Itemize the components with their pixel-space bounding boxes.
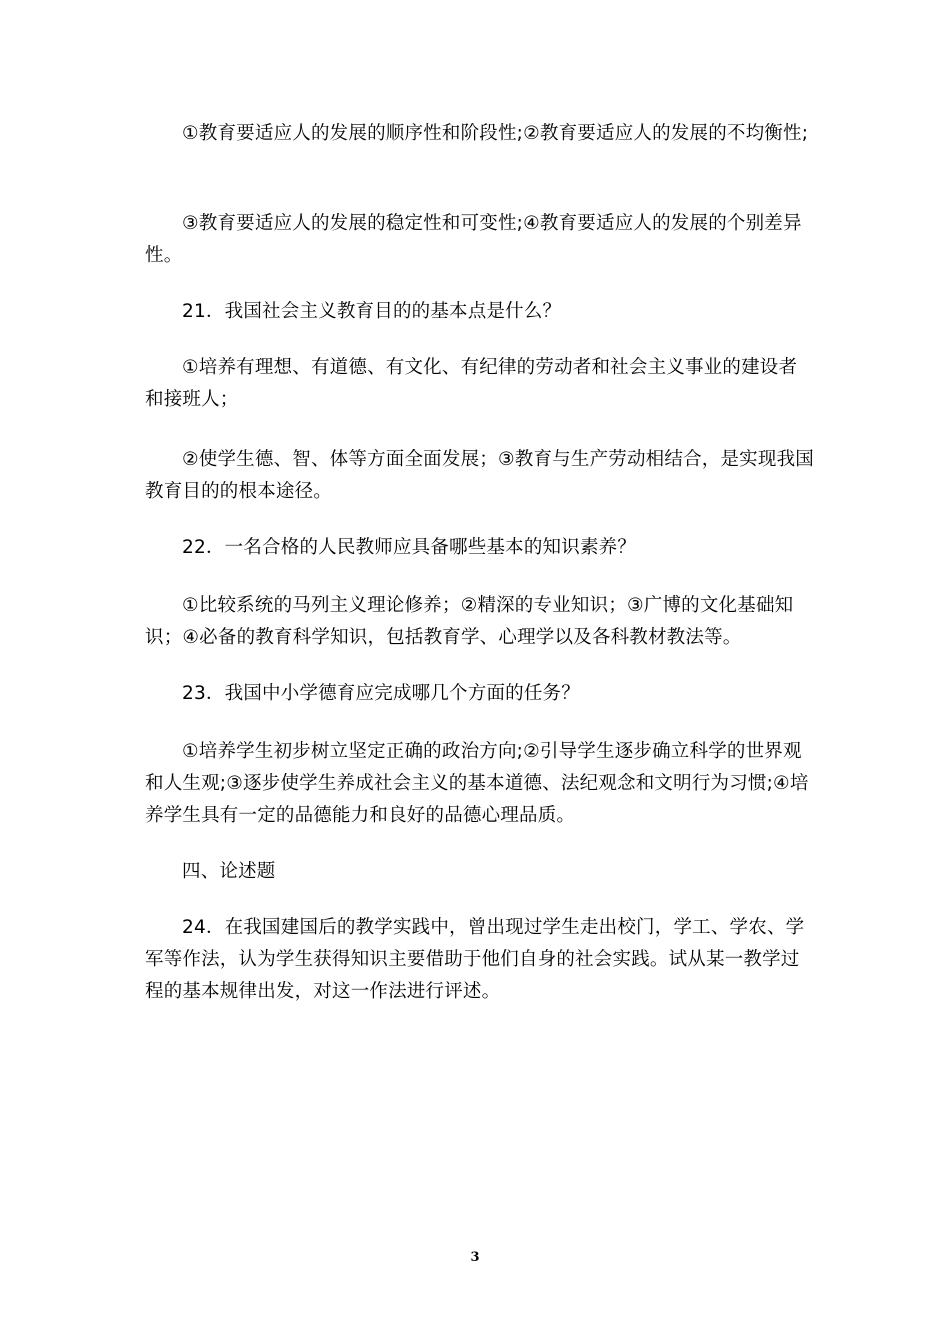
question-23: 23．我国中小学德育应完成哪几个方面的任务？	[182, 683, 580, 704]
answer-22: ①比较系统的马列主义理论修养；②精深的专业知识；③广博的文化基础知识；④必备的教育科学知识，包括教育学、心理学以及各科教材教法等。	[145, 595, 794, 648]
question-24: 24．在我国建国后的教学实践中，曾出现过学生走出校门，学工、学农、学军等作法，认为学生获得知识主要借助于他们自身的社会实践。试从某一教学过程的基本规律出发，对这一作法进行评述。	[145, 917, 805, 1002]
answer-21-part-1: ①培养有理想、有道德、有文化、有纪律的劳动者和社会主义事业的建设者和接班人；	[145, 357, 798, 410]
section-heading: 四、论述题	[182, 861, 276, 882]
page-number: 3	[470, 1250, 480, 1265]
question-22: 22．一名合格的人民教师应具备哪些基本的知识素养？	[182, 537, 637, 558]
question-21: 21．我国社会主义教育目的的基本点是什么？	[182, 301, 562, 322]
answer-23: ①培养学生初步树立坚定正确的政治方向;②引导学生逐步确立科学的世界观和人生观;③逐步使学生养成社会主义的基本道德、法纪观念和文明行为习惯;④培养学生具有一定的品德能力和良好的品德心理品质。	[145, 741, 809, 826]
answer-20-part-2: ③教育要适应人的发展的稳定性和可变性;④教育要适应人的发展的个别差异性。	[145, 213, 802, 266]
answer-21-part-2: ②使学生德、智、体等方面全面发展；③教育与生产劳动相结合，是实现我国教育目的的根本途径。	[145, 449, 814, 502]
answer-20-part-1: ①教育要适应人的发展的顺序性和阶段性;②教育要适应人的发展的不均衡性;	[182, 123, 809, 144]
